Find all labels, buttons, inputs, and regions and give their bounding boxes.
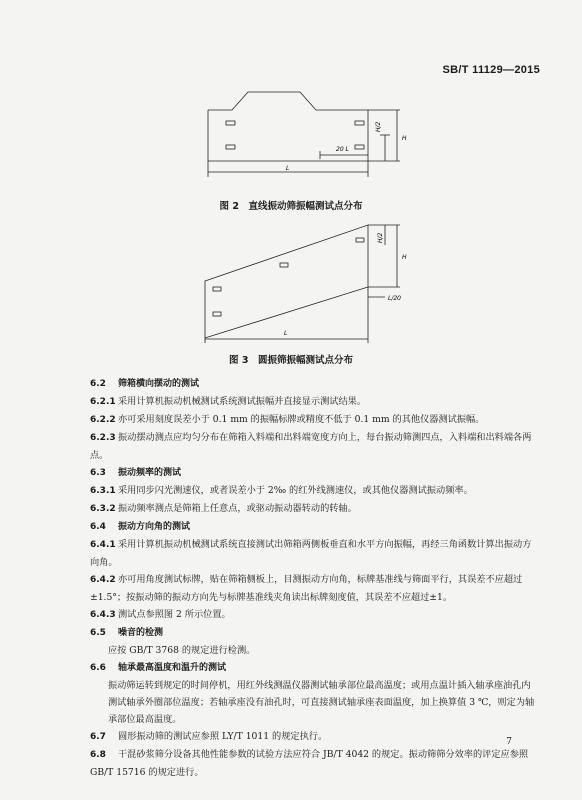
section-text: 亦可采用刻度误差小于 0.1 mm 的振幅标牌或精度不低于 0.1 mm 的其他仪器测试振幅。 (118, 414, 485, 425)
test-point-marker (355, 145, 364, 149)
section-number: 6.6 (90, 663, 106, 673)
dim-label-h2: H/2 (377, 232, 384, 243)
section-text: 振动摆动测点应均匀分布在筛箱入料端和出料端宽度方向上，每台振动筛测四点，入料端和出料端各两点。 (90, 432, 532, 461)
test-point-marker (213, 312, 221, 316)
test-point-marker (226, 121, 235, 125)
paragraph (90, 728, 535, 746)
section-heading (90, 624, 535, 642)
paragraph (90, 482, 535, 500)
test-point-marker (355, 121, 364, 125)
paragraph (90, 429, 535, 464)
section-text: 采用同步闪光测速仪，或者误差小于 2‰ 的红外线测速仪，或其他仪器测试振动频率。 (118, 485, 473, 496)
section-title: 噪音的检测 (118, 628, 164, 638)
dim-label-l: L (286, 165, 290, 172)
section-number: 6.3.2 (90, 504, 116, 514)
page-number: 7 (506, 737, 512, 747)
section-text: 亦可用角度测试标牌，贴在筛箱侧板上，目测振动方向角，标牌基准线与筛面平行，其误差不应超过±1.5°；按振动筛的振动方向先与标牌基准线夹角读出标牌刻度值，其误差不应超过±1。 (90, 574, 523, 603)
figure-3-caption: 图 3 圆振筛振幅测试点分布 (229, 355, 353, 366)
screen-box-outline (205, 225, 368, 338)
dim-label-h: H (402, 254, 407, 261)
section-text: 振动频率测点是筛箱上任意点，或驱动振动器转动的转轴。 (118, 503, 357, 514)
section-heading (90, 464, 535, 482)
section-number: 6.2.2 (90, 415, 116, 425)
section-heading (90, 518, 535, 536)
section-number: 6.3 (90, 468, 106, 478)
dim-label-20l: 20 L (336, 146, 349, 153)
paragraph (90, 500, 535, 518)
paragraph (90, 677, 535, 728)
section-title: 振动方向角的测试 (118, 522, 191, 532)
section-heading (90, 659, 535, 677)
section-title: 振动频率的测试 (118, 468, 182, 478)
section-number: 6.2 (90, 379, 106, 389)
paragraph (90, 411, 535, 429)
paragraph (90, 536, 535, 571)
section-number: 6.4.3 (90, 610, 116, 620)
paragraph (90, 746, 535, 781)
dim-label-l: L (284, 330, 288, 337)
section-heading (90, 375, 535, 393)
paragraph (90, 642, 535, 659)
dim-label-l20: L/20 (388, 295, 401, 302)
standard-code: SB/T 11129—2015 (442, 64, 540, 76)
dim-label-h: H (402, 135, 407, 142)
section-number: 6.4.1 (90, 540, 116, 550)
paragraph (90, 606, 535, 624)
section-number: 6.4.2 (90, 575, 116, 585)
paragraph (90, 393, 535, 411)
section-number: 6.3.1 (90, 486, 116, 496)
dim-label-h2: H/2 (375, 121, 382, 132)
section-number: 6.4 (90, 522, 106, 532)
section-number: 6.5 (90, 628, 106, 638)
section-text: 应按 GB/T 3768 的规定进行检测。 (108, 645, 256, 656)
section-number: 6.7 (90, 732, 106, 742)
figure-2-caption: 图 2 直线振动筛振幅测试点分布 (219, 201, 363, 212)
test-point-marker (213, 287, 221, 291)
test-point-marker (226, 145, 235, 149)
section-text: 圆形振动筛的测试应参照 LY/T 1011 的规定执行。 (118, 731, 328, 742)
section-text: 采用计算机振动机械测试系统直接测试出筛箱两侧板垂直和水平方向振幅，再经三角函数计算出振动方向角。 (90, 539, 532, 568)
section-title: 筛箱横向摆动的测试 (118, 379, 200, 389)
section-number: 6.8 (90, 750, 106, 760)
paragraph (90, 571, 535, 606)
section-text: 振动筛运转到规定的时间停机，用红外线测温仪器测试轴承部位最高温度；或用点温计插入轴承座油孔内测试轴承外圈部位温度；若轴承座没有油孔时，可直接测试轴承座表面温度，加上换算值 3 ℃，则定为轴承部位最高温度。 (108, 680, 535, 725)
figure-3-diagram (0, 215, 582, 355)
section-number: 6.2.3 (90, 433, 116, 443)
section-text: 测试点参照图 2 所示位置。 (118, 609, 231, 620)
section-text: 干混砂浆筛分设备其他性能参数的试验方法应符合 JB/T 4042 的规定。振动筛筛分效率的评定应参照 GB/T 15716 的规定进行。 (90, 749, 529, 778)
section-title: 轴承最高温度和温升的测试 (118, 663, 227, 673)
body-text (90, 375, 535, 781)
section-number: 6.2.1 (90, 397, 116, 407)
section-text: 采用计算机振动机械测试系统测试振幅并直接显示测试结果。 (118, 396, 367, 407)
test-point-marker (280, 263, 288, 267)
test-point-marker (356, 238, 364, 242)
